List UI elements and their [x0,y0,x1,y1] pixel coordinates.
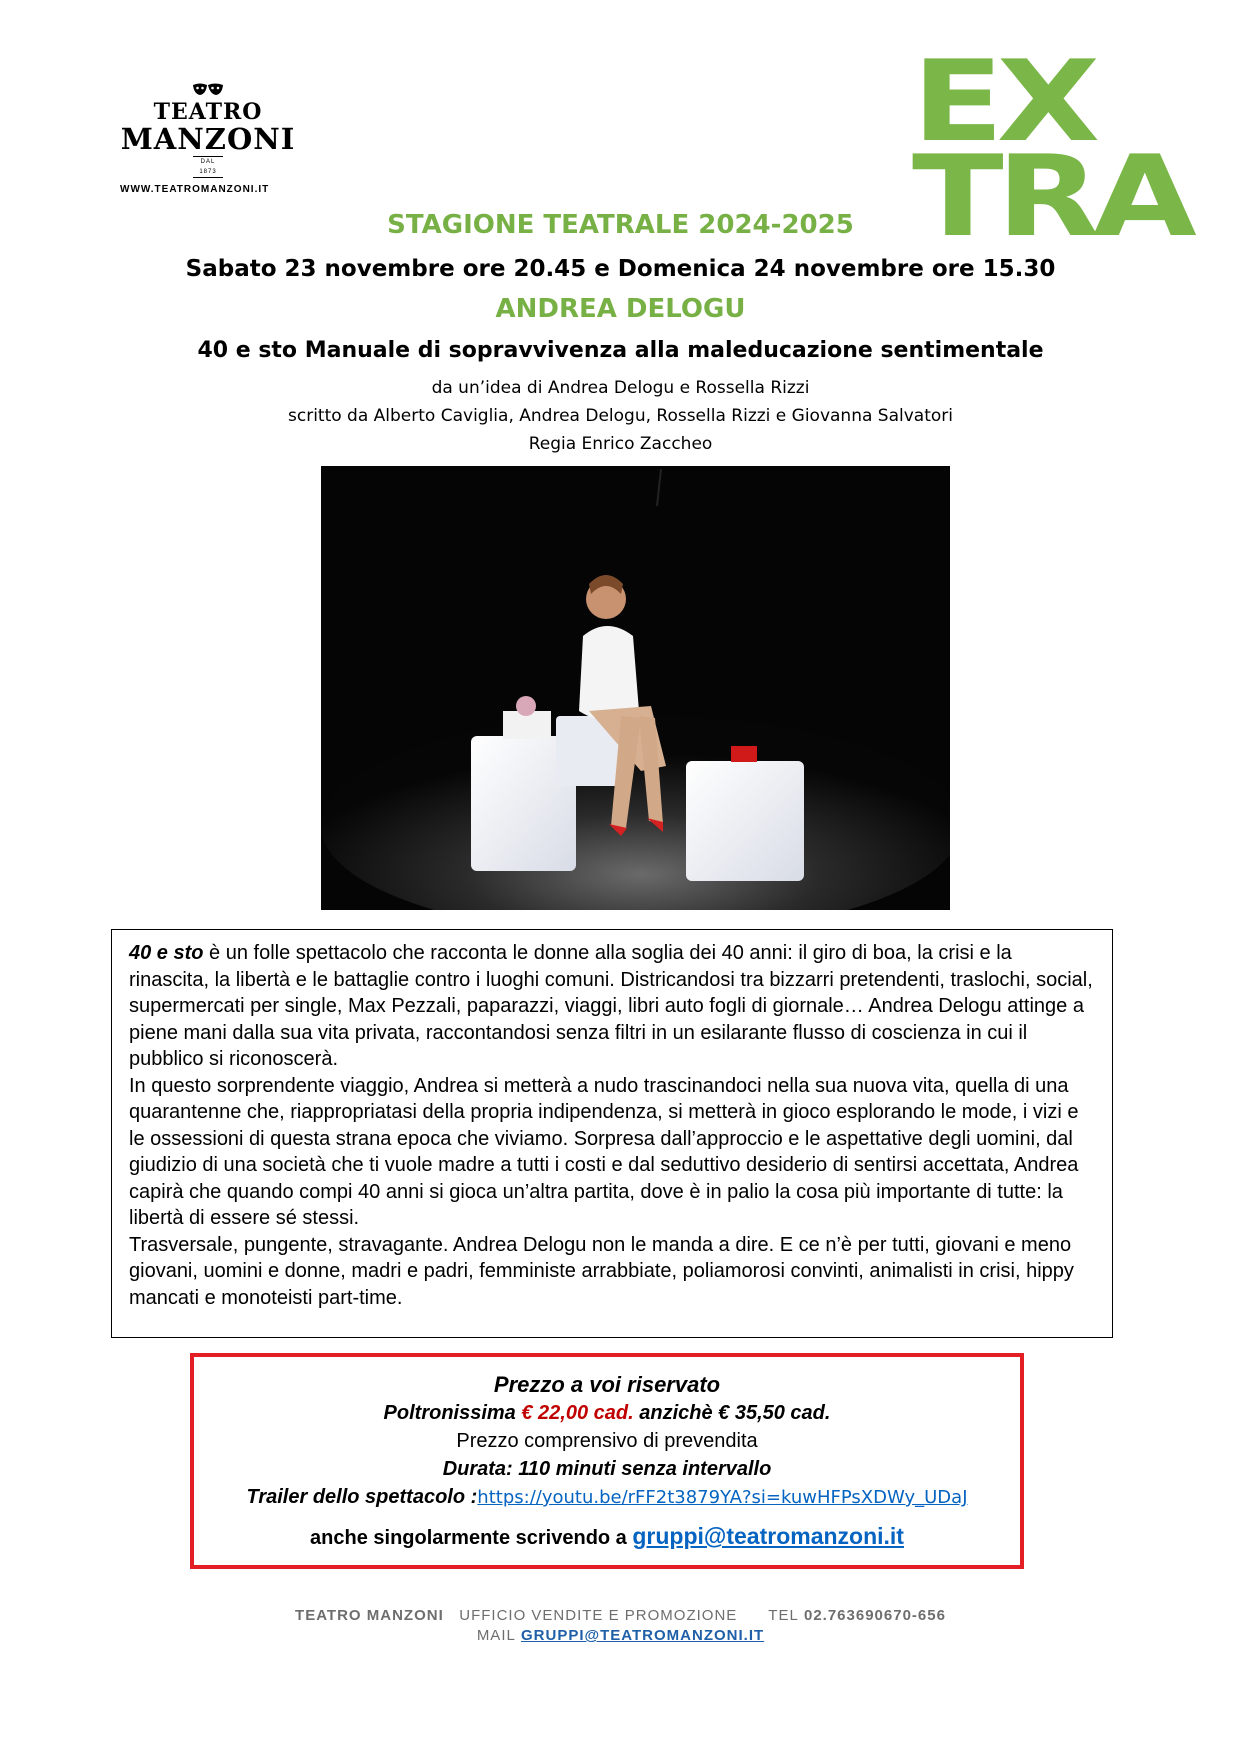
artist-name: ANDREA DELOGU [495,294,746,324]
show-dates: Sabato 23 novembre ore 20.45 e Domenica 24 novembre ore 15.30 [185,256,1056,282]
price-amount: € 22,00 cad. [521,1402,634,1424]
price-heading: Prezzo a voi riservato [493,1372,721,1397]
email-link[interactable]: gruppi@teatromanzoni.it [632,1523,904,1549]
logo-website: WWW.TEATROMANZONI.IT [120,184,270,195]
price-instead: anzichè € 35,50 cad. [633,1402,831,1424]
price-seat: Poltronissima [383,1402,522,1424]
logo-since: DAL 1873 [193,156,223,178]
season-title: STAGIONE TEATRALE 2024-2025 [387,210,854,240]
duration: Durata: 110 minuti senza intervallo [442,1458,772,1480]
logo-line-teatro: TEATRO [153,99,263,125]
footer-office: UFFICIO VENDITE E PROMOZIONE [459,1607,738,1624]
footer-line-2 [0,1627,1241,1644]
price-line [194,1399,1020,1427]
trailer-line [194,1483,1020,1512]
logo-line-manzoni: MANZONI [120,122,296,156]
extra-logo-line2: TRA [912,132,1190,262]
footer-line-1 [0,1607,1241,1624]
single-label: anche singolarmente scrivendo a [310,1527,633,1549]
stage-photo [321,466,950,910]
price-box [190,1353,1024,1569]
theatre-mask-icon [191,82,225,96]
footer-name: TEATRO MANZONI [295,1607,444,1624]
stage-photo-illustration [321,466,950,910]
description-paragraph-2: In questo sorprendente viaggio, Andrea si metterà a nudo trascinandoci nella sua nuova vita, quella di una quarantenne che, riappropriatasi della propria indipendenza, si metterà in gioco esplorando le mode, i vizi e le ossessioni di questa strana epoca che viviamo. Sorpresa dall’approccio e le aspettative degli uomini, dal giudizio di una società che ti vuole madre a tutti i costi e dal seduttivo desiderio di sentirsi accettata, Andrea capirà che quando compi 40 anni si gioca un’altra partita, dove è in palio la cosa più importante di tutte: la libertà di essere sé stessi. [129,1074,1079,1229]
teatro-manzoni-logo [118,82,298,195]
footer-tel: 02.763690670-656 [803,1607,946,1624]
footer-mail-label: MAIL [476,1627,516,1644]
credit-direction: Regia Enrico Zaccheo [528,434,713,454]
description-paragraph-1 [129,940,1094,1073]
trailer-link[interactable]: https://youtu.be/rFF2t3879YA?si=kuwHFPsXDWy_UDaJ [477,1487,968,1508]
trailer-label: Trailer dello spettacolo : [246,1486,478,1508]
footer-tel-label: TEL [768,1607,799,1624]
show-title: 40 e sto Manuale di sopravvivenza alla maleducazione sentimentale [197,338,1044,363]
credit-idea: da un’idea di Andrea Delogu e Rossella Rizzi [431,378,810,398]
price-note: Prezzo comprensivo di prevendita [456,1430,758,1452]
single-booking-line [194,1522,1020,1552]
extra-logo-line1: EX [912,37,1094,167]
footer-mail[interactable]: GRUPPI@TEATROMANZONI.IT [521,1627,765,1644]
description-box [111,929,1113,1338]
credit-written: scritto da Alberto Caviglia, Andrea Delogu, Rossella Rizzi e Giovanna Salvatori [288,406,953,426]
description-p1-text: è un folle spettacolo che racconta le donne alla soglia dei 40 anni: il giro di boa, la crisi e la rinascita, la libertà e le battaglie contro i luoghi comuni. Districandosi tra bizzarri pretendenti, traslochi, social, supermercati per single, Max Pezzali, paparazzi, viaggi, libri auto fogli di giornale… Andrea Delogu attinge a piene mani dalla sua vita privata, raccontandosi senza filtri in un esilarante flusso di coscienza in cui il pubblico si riconoscerà. [129,942,1093,1070]
description-paragraph-3: Trasversale, pungente, stravagante. Andrea Delogu non le manda a dire. E ce n’è per tutti, giovani e meno giovani, uomini e donne, madri e padri, femministe arrabbiate, poliamorosi convinti, animalisti in crisi, hippy mancati e monoteisti part-time. [129,1233,1074,1309]
description-lead: 40 e sto [129,942,204,964]
